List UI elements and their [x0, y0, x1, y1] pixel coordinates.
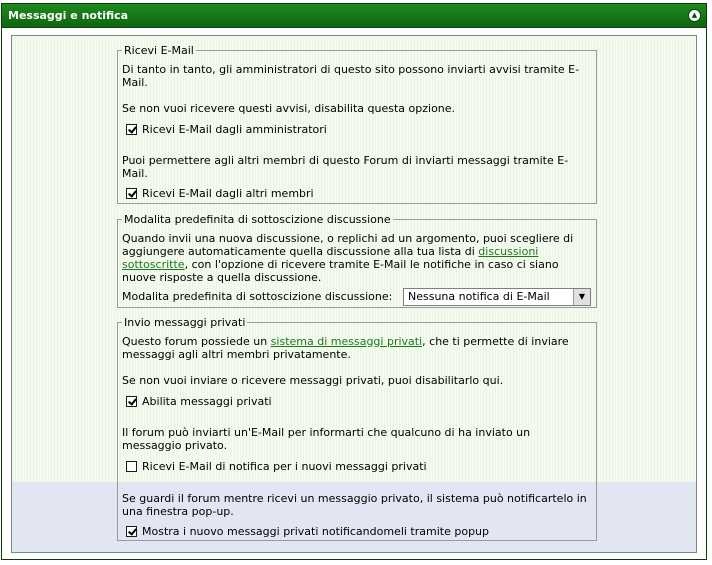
pm-intro — [122, 335, 588, 361]
admin-email-checkbox[interactable] — [126, 124, 137, 135]
pm-email-notify-intro: Il forum può inviarti un'E-Mail per informarti che qualcuno di ha inviato un messaggio privato. — [122, 426, 531, 452]
pm-system-link[interactable]: sistema di messaggi privati — [270, 335, 423, 348]
admin-email-option[interactable] — [126, 123, 327, 137]
chevron-down-icon[interactable]: ▼ — [573, 289, 590, 305]
pm-popup-checkbox[interactable] — [126, 526, 137, 537]
subscription-text-after: , con l'opzione di ricevere tramite E-Mail le notifiche in caso ci siano nuove risposte a quella discussione. — [122, 258, 559, 284]
members-email-intro: Puoi permettere agli altri membri di questo Forum di inviarti messaggi tramite E-Mail. — [122, 154, 569, 180]
members-email-label: Ricevi E-Mail dagli altri membri — [142, 187, 314, 200]
enable-pm-option[interactable] — [126, 395, 272, 409]
subscription-select-row — [122, 288, 592, 306]
pm-email-notify-option[interactable] — [126, 460, 427, 474]
panel-titlebar — [2, 4, 706, 28]
admin-email-label: Ricevi E-Mail dagli amministratori — [142, 123, 327, 136]
pm-text-after: , che ti permette di inviare messaggi agli altri membri privatamente. — [122, 335, 569, 361]
subscription-legend: Modalita predefinita di sottoscizione discussione — [124, 213, 391, 226]
enable-pm-checkbox[interactable] — [126, 396, 137, 407]
subscription-text-before: Quando invii una nuova discussione, o replichi ad un argomento, puoi scegliere di aggiungere automaticamente quella discussione alla tua lista di — [122, 232, 574, 258]
pm-fieldset — [117, 316, 597, 541]
subscription-intro — [122, 232, 592, 284]
email-fieldset — [117, 44, 597, 204]
collapse-up-icon[interactable]: ▲ — [688, 9, 701, 22]
subscribed-threads-link[interactable]: discussioni sottoscritte — [122, 245, 539, 271]
subscription-fieldset — [117, 213, 597, 308]
subscription-mode-value: Nessuna notifica di E-Mail — [408, 290, 550, 303]
pm-popup-option[interactable] — [126, 525, 489, 539]
pm-text-before: Questo forum possiede un — [122, 335, 271, 348]
pm-email-notify-checkbox[interactable] — [126, 461, 137, 472]
subscription-select-label: Modalita predefinita di sottoscizione discussione: — [122, 290, 393, 303]
pm-popup-label: Mostra i nuovo messaggi privati notificandomeli tramite popup — [142, 525, 490, 538]
pm-disable-hint: Se non vuoi inviare o ricevere messaggi privati, puoi disabilitarlo qui. — [122, 374, 504, 387]
subscription-mode-select[interactable] — [403, 288, 591, 306]
email-intro: Di tanto in tanto, gli amministratori di questo sito possono inviarti avvisi tramite E-Mail. — [122, 63, 580, 89]
pm-legend: Invio messaggi privati — [124, 316, 246, 329]
pm-popup-intro: Se guardi il forum mentre ricevi un messaggio privato, il sistema può notificartelo in una finestra pop-up. — [122, 492, 587, 518]
enable-pm-label: Abilita messaggi privati — [142, 395, 272, 408]
panel-title: Messaggi e notifica — [8, 9, 129, 22]
members-email-option[interactable] — [126, 187, 314, 201]
panel-body — [11, 35, 697, 553]
email-disable-hint: Se non vuoi ricevere questi avvisi, disabilita questa opzione. — [122, 102, 456, 115]
email-legend: Ricevi E-Mail — [124, 44, 194, 57]
members-email-checkbox[interactable] — [126, 188, 137, 199]
settings-panel — [1, 3, 707, 560]
pm-email-notify-label: Ricevi E-Mail di notifica per i nuovi messaggi privati — [142, 460, 427, 473]
